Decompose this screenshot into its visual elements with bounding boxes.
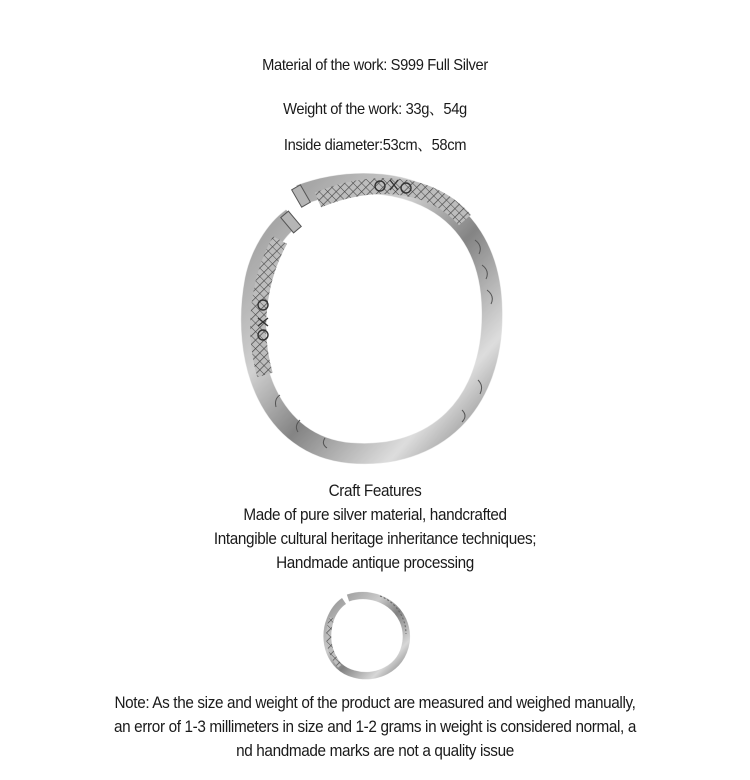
note-line-3: nd handmade marks are not a quality issue <box>236 741 514 760</box>
craft-feature-line-3: Handmade antique processing <box>276 553 474 572</box>
spec-material: Material of the work: S999 Full Silver <box>262 57 488 74</box>
note-line-1: Note: As the size and weight of the product are measured and weighed manually, <box>114 693 636 712</box>
note-line-2: an error of 1-3 millimeters in size and 1-2 grams in weight is considered normal, a <box>113 717 636 736</box>
craft-features-title: Craft Features <box>328 481 422 500</box>
spec-weight: Weight of the work: 33g、54g <box>283 101 467 118</box>
spec-inside-diameter: Inside diameter:53cm、58cm <box>283 137 467 154</box>
craft-feature-line-1: Made of pure silver material, handcrafted <box>243 505 507 524</box>
bracelet-main-image <box>230 170 520 470</box>
craft-feature-line-2: Intangible cultural heritage inheritance techniques; <box>213 529 537 548</box>
bracelet-thumbnail-image <box>318 590 414 682</box>
